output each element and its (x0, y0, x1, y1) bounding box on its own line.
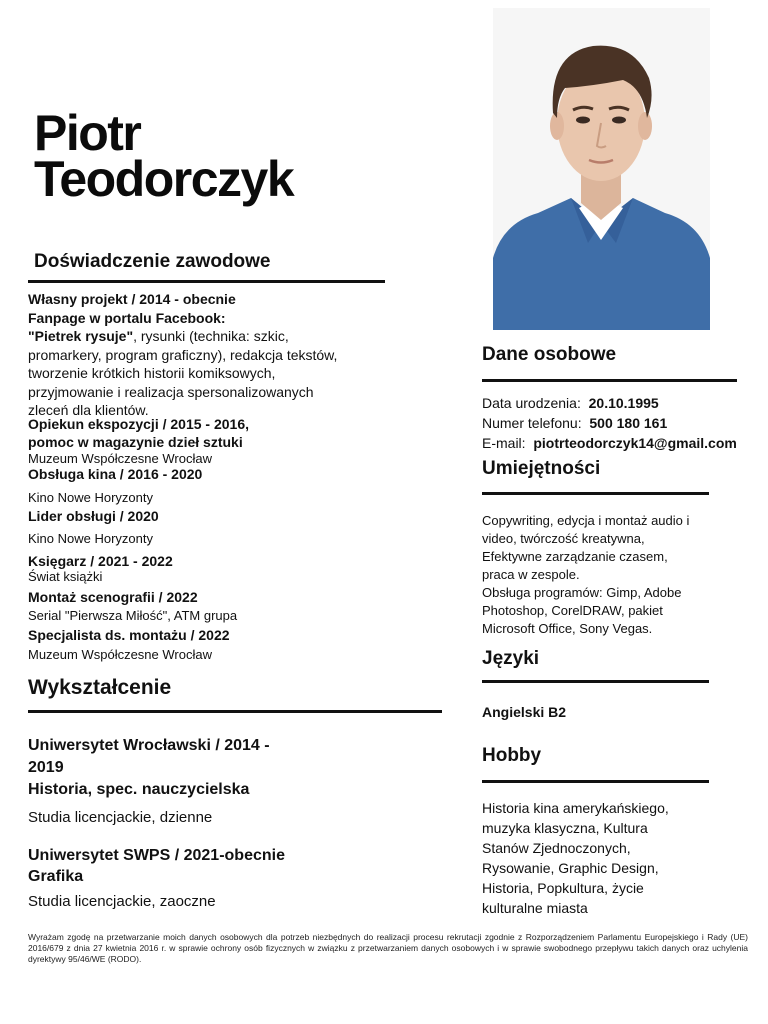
languages-heading: Języki (482, 648, 540, 669)
email-value: piotrteodorczyk14@gmail.com (533, 435, 737, 451)
experience-line: zleceń dla klientów. (28, 402, 149, 418)
experience-line: tworzenie krótkich historii komiksowych, (28, 365, 276, 381)
experience-line: Kino Nowe Horyzonty (28, 490, 153, 505)
skills-line: Efektywne zarządzanie czasem, (482, 549, 668, 564)
education-years: 2019 (28, 759, 64, 776)
hobby-line: Rysowanie, Graphic Design, (482, 860, 659, 876)
experience-line: Muzeum Współczesne Wrocław (28, 451, 212, 466)
birth-date-value: 20.10.1995 (588, 395, 659, 411)
first-name: Piotr (34, 105, 141, 161)
experience-divider (28, 280, 385, 283)
experience-heading: Doświadczenie zawodowe (34, 251, 271, 272)
hobby-line: kulturalne miasta (482, 900, 588, 916)
experience-title: Opiekun ekspozycji / 2015 - 2016, (28, 416, 249, 432)
project-name: "Pietrek rysuje" (28, 328, 134, 344)
experience-title: Lider obsługi / 2020 (28, 508, 159, 524)
hobby-line: Stanów Zjednoczonych, (482, 840, 631, 856)
education-school: Uniwersytet SWPS / 2021-obecnie (28, 847, 285, 864)
experience-line: "Pietrek rysuje", rysunki (technika: szkic, (28, 328, 289, 344)
skills-line: Copywriting, edycja i montaż audio i (482, 513, 690, 528)
hobby-line: Historia, Popkultura, życie (482, 880, 644, 896)
experience-title: Obsługa kina / 2016 - 2020 (28, 466, 203, 482)
languages-divider (482, 680, 709, 683)
education-mode: Studia licencjackie, dzienne (28, 809, 213, 826)
experience-title: Specjalista ds. montażu / 2022 (28, 627, 230, 643)
hobby-line: Historia kina amerykańskiego, (482, 800, 669, 816)
hobby-divider (482, 780, 709, 783)
education-divider (28, 710, 442, 713)
experience-line: Muzeum Współczesne Wrocław (28, 647, 212, 662)
language-item: Angielski B2 (482, 704, 567, 720)
education-school: Uniwersytet Wrocławski / 2014 - (28, 737, 270, 754)
experience-title: pomoc w magazynie dzieł sztuki (28, 434, 243, 450)
experience-title: Fanpage w portalu Facebook: (28, 310, 226, 326)
phone-value: 500 180 161 (589, 415, 668, 431)
education-heading: Wykształcenie (28, 676, 172, 699)
personal-divider (482, 379, 737, 382)
gdpr-consent-clause: Wyrażam zgodę na przetwarzanie moich danych osobowych dla potrzeb niezbędnych do realizacji procesu rekrutacji zgodnie z Rozporządzeniem Parlamentu Europejskiego i Rady (UE) 2016/679 z dnia 27 kwietnia 2016 r. w sprawie ochrony osób fizycznych w związku z przetwarzaniem danych osobowych i w sprawie swobodnego przepływu takich danych oraz uchylenia dyrektywy 95/46/WE (RODO). (28, 932, 748, 964)
education-field: Historia, spec. nauczycielska (28, 781, 250, 798)
education-mode: Studia licencjackie, zaoczne (28, 893, 216, 910)
skills-heading: Umiejętności (482, 458, 601, 479)
email-row: E-mail: piotrteodorczyk14@gmail.com (482, 435, 737, 451)
portrait-illustration (493, 8, 710, 330)
experience-line: promarkery, program graficzny), redakcja tekstów, (28, 347, 338, 363)
skills-line: praca w zespole. (482, 567, 580, 582)
skills-line: Microsoft Office, Sony Vegas. (482, 621, 653, 636)
birth-date-row: Data urodzenia: 20.10.1995 (482, 395, 659, 411)
skills-divider (482, 492, 709, 495)
skills-line: Photoshop, CorelDRAW, pakiet (482, 603, 663, 618)
education-field: Grafika (28, 868, 84, 885)
hobby-line: muzyka klasyczna, Kultura (482, 820, 648, 836)
profile-photo (493, 8, 710, 330)
experience-line: Kino Nowe Horyzonty (28, 531, 153, 546)
experience-line: przyjmowanie i realizacja spersonalizowanych (28, 384, 314, 400)
experience-title: Księgarz / 2021 - 2022 (28, 553, 173, 569)
experience-title: Montaż scenografii / 2022 (28, 589, 198, 605)
experience-title: Własny projekt / 2014 - obecnie (28, 291, 236, 307)
hobby-heading: Hobby (482, 745, 542, 766)
phone-row: Numer telefonu: 500 180 161 (482, 415, 668, 431)
skills-line: video, twórczość kreatywna, (482, 531, 645, 546)
experience-line: Świat książki (28, 569, 103, 584)
personal-heading: Dane osobowe (482, 344, 617, 365)
last-name: Teodorczyk (34, 151, 294, 207)
skills-line: Obsługa programów: Gimp, Adobe (482, 585, 682, 600)
experience-line: Serial "Pierwsza Miłość", ATM grupa (28, 608, 238, 623)
